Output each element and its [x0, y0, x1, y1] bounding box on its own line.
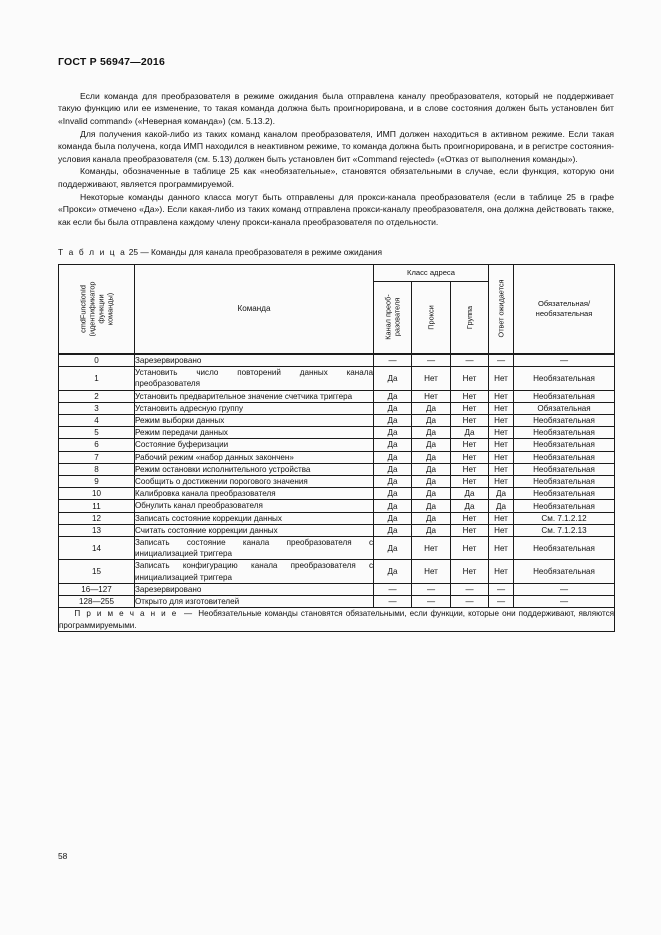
table-row	[59, 427, 615, 439]
cell-command: Установить адресную группу	[135, 402, 374, 414]
header-cmd-function-id-line-2: (идентификатор	[87, 281, 97, 337]
cell-proxy: Да	[412, 524, 451, 536]
cell-mandatory: Необязательная	[514, 537, 615, 560]
cell-command: Зарезервировано	[135, 354, 374, 367]
cell-cmd-function-id: 0	[59, 354, 135, 367]
cell-cmd-function-id: 8	[59, 463, 135, 475]
cell-proxy: Нет	[412, 390, 451, 402]
cell-mandatory: —	[514, 596, 615, 608]
cell-cmd-function-id: 9	[59, 476, 135, 488]
standard-header: ГОСТ Р 56947—2016	[58, 56, 166, 68]
paragraph-3: Команды, обозначенные в таблице 25 как «необязательные», становятся обязательными в случае, если функция, которую они поддерживают, является программируемой.	[58, 166, 614, 189]
cell-group: Нет	[451, 402, 489, 414]
cell-mandatory: Необязательная	[514, 451, 615, 463]
cell-channel: —	[374, 596, 412, 608]
cell-mandatory: См. 7.1.2.12	[514, 512, 615, 524]
table-row	[59, 367, 615, 390]
cell-channel: Да	[374, 414, 412, 426]
cell-group: Нет	[451, 463, 489, 475]
cell-proxy: Нет	[412, 560, 451, 583]
table-row	[59, 560, 615, 583]
cell-mandatory: —	[514, 583, 615, 595]
cell-cmd-function-id: 1	[59, 367, 135, 390]
cell-channel: —	[374, 354, 412, 367]
cell-channel: Да	[374, 476, 412, 488]
header-mandatory-line-2: необязательная	[535, 308, 593, 318]
cell-response-expected: Нет	[489, 402, 514, 414]
cell-proxy: Да	[412, 414, 451, 426]
cell-command: Режим выборки данных	[135, 414, 374, 426]
cell-command: Обнулить канал преобразователя	[135, 500, 374, 512]
cell-mandatory: Необязательная	[514, 463, 615, 475]
table-note-label: П р и м е ч а н и е	[74, 609, 178, 619]
cell-cmd-function-id: 15	[59, 560, 135, 583]
cell-command: Рабочий режим «набор данных закончен»	[135, 451, 374, 463]
cell-proxy: —	[412, 354, 451, 367]
cell-response-expected: Нет	[489, 390, 514, 402]
cell-command: Записать состояние канала преобразователя с инициализацией триггера	[135, 538, 373, 559]
cell-cmd-function-id: 128—255	[59, 596, 135, 608]
cell-channel: Да	[374, 500, 412, 512]
cell-proxy: Да	[412, 427, 451, 439]
table-row	[59, 414, 615, 426]
table-note	[59, 608, 615, 632]
cell-cmd-function-id: 14	[59, 537, 135, 560]
cell-channel: Да	[374, 402, 412, 414]
cell-group: Нет	[451, 512, 489, 524]
table-row	[59, 596, 615, 608]
table-row	[59, 390, 615, 402]
cell-response-expected: —	[489, 583, 514, 595]
cell-mandatory: Необязательная	[514, 439, 615, 451]
page-number: 58	[58, 851, 68, 861]
cell-channel: Да	[374, 427, 412, 439]
cell-mandatory: Необязательная	[514, 560, 615, 583]
cell-command: Записать состояние коррекции данных	[135, 512, 374, 524]
cell-channel: —	[374, 583, 412, 595]
cell-response-expected: Нет	[489, 439, 514, 451]
cell-channel: Да	[374, 512, 412, 524]
header-group-text: Группа	[465, 305, 475, 330]
cell-response-expected: Нет	[489, 367, 514, 390]
table-row	[59, 537, 615, 560]
header-channel-line-2: разователя	[392, 298, 402, 337]
header-proxy	[412, 281, 451, 354]
table-caption-number: 25	[128, 246, 139, 257]
table-row	[59, 463, 615, 475]
table-head-row-1	[59, 264, 615, 281]
table-row	[59, 451, 615, 463]
paragraph-1: Если команда для преобразователя в режиме ожидания была отправлена каналу преобразователя, который не поддерживает такую функцию или ее изменение, то такая команда должна быть проигнорирована, и в слове состояния должен быть установлен бит «Invalid command» («Неверная команда») (см. 5.13.2).	[58, 91, 614, 126]
cell-mandatory: Необязательная	[514, 476, 615, 488]
cell-response-expected: Нет	[489, 560, 514, 583]
header-channel-line-1: Канал преоб-	[383, 294, 393, 341]
cell-group: Да	[451, 488, 489, 500]
cell-channel: Да	[374, 488, 412, 500]
table-head	[59, 264, 615, 354]
cell-channel: Да	[374, 537, 412, 560]
table-note-text: Необязательные команды становятся обязательными, если функции, которые они поддерживают, являются программируемыми.	[59, 609, 615, 630]
cell-group: Нет	[451, 560, 489, 583]
cell-group: Нет	[451, 476, 489, 488]
header-proxy-text: Прокси	[426, 305, 436, 330]
cell-channel: Да	[374, 439, 412, 451]
cell-proxy: Да	[412, 512, 451, 524]
cell-proxy: Да	[412, 463, 451, 475]
header-mandatory-line-1: Обязательная/	[537, 299, 591, 309]
cell-command: Сообщить о достижении порогового значения	[135, 476, 374, 488]
cell-proxy: Да	[412, 439, 451, 451]
cell-response-expected: Нет	[489, 476, 514, 488]
cell-response-expected: Нет	[489, 414, 514, 426]
cell-mandatory: Необязательная	[514, 367, 615, 390]
cell-response-expected: Нет	[489, 463, 514, 475]
commands-table	[58, 264, 615, 632]
header-cmd-function-id-line-4: команды)	[105, 292, 115, 326]
paragraph-4: Некоторые команды данного класса могут быть отправлены для прокси-канала преобразователя (если в таблице 25 в графе «Прокси» отмечено «Да»). Если какая-либо из таких команд отправлена прокси-каналу преобразователя, она должна действовать также, как если бы была отправлена каждому члену прокси-канала преобразователя по отдельности.	[58, 191, 614, 227]
cell-response-expected: Нет	[489, 512, 514, 524]
table-note-dash: —	[183, 609, 193, 619]
cell-response-expected: —	[489, 354, 514, 367]
cell-group: Нет	[451, 524, 489, 536]
cell-cmd-function-id: 5	[59, 427, 135, 439]
cell-mandatory: Необязательная	[514, 427, 615, 439]
cell-proxy: Да	[412, 488, 451, 500]
table-body	[59, 354, 615, 632]
cell-channel: Да	[374, 524, 412, 536]
table-note-row	[59, 608, 615, 632]
cell-group: Да	[451, 500, 489, 512]
table-caption-text: — Команды для канала преобразователя в режиме ожидания	[140, 246, 383, 257]
cell-mandatory: Необязательная	[514, 390, 615, 402]
cell-command: Установить предварительное значение счетчика триггера	[135, 390, 374, 402]
cell-mandatory: Обязательная	[514, 402, 615, 414]
header-response-expected-text: Ответ ожидается	[496, 280, 506, 338]
cell-command: Записать конфигурацию канала преобразователя с инициализацией триггера	[135, 561, 373, 582]
cell-mandatory: Необязательная	[514, 414, 615, 426]
cell-command: Калибровка канала преобразователя	[135, 488, 374, 500]
header-address-class: Класс адреса	[374, 264, 489, 281]
cell-cmd-function-id: 6	[59, 439, 135, 451]
cell-mandatory: Необязательная	[514, 500, 615, 512]
cell-response-expected: Нет	[489, 427, 514, 439]
cell-proxy: Да	[412, 476, 451, 488]
cell-cmd-function-id: 11	[59, 500, 135, 512]
header-mandatory	[514, 264, 615, 354]
cell-group: Нет	[451, 451, 489, 463]
cell-cmd-function-id: 2	[59, 390, 135, 402]
cell-proxy: —	[412, 583, 451, 595]
cell-cmd-function-id: 16—127	[59, 583, 135, 595]
header-group	[451, 281, 489, 354]
cell-mandatory: См. 7.1.2.13	[514, 524, 615, 536]
cell-command: Режим остановки исполнительного устройства	[135, 463, 374, 475]
table-row	[59, 476, 615, 488]
cell-cmd-function-id: 13	[59, 524, 135, 536]
cell-command: Установить число повторений данных канала преобразователя	[135, 368, 373, 389]
cell-command: Зарезервировано	[135, 583, 374, 595]
cell-group: —	[451, 354, 489, 367]
header-cmd-function-id-line-1: cmdFunctionId	[78, 285, 88, 333]
cell-group: Да	[451, 427, 489, 439]
header-command: Команда	[135, 264, 374, 354]
table-row	[59, 488, 615, 500]
cell-group: —	[451, 583, 489, 595]
table-row	[59, 402, 615, 414]
cell-proxy: Да	[412, 451, 451, 463]
cell-mandatory: Необязательная	[514, 488, 615, 500]
cell-group: —	[451, 596, 489, 608]
table-row	[59, 512, 615, 524]
cell-channel: Да	[374, 463, 412, 475]
cell-channel: Да	[374, 451, 412, 463]
cell-channel: Да	[374, 367, 412, 390]
cell-response-expected: Нет	[489, 524, 514, 536]
paragraph-2: Для получения какой-либо из таких команд каналом преобразователя, ИМП должен находиться в активном режиме. Если такая команда была получена, когда ИМП находился в неактивном режиме, то команда должна быть проигнорирована, и в регистре состояния-условия канала преобразователя (см. 5.13) должен быть установлен бит «Command rejected» («Отказ от выполнения команды»).	[58, 128, 614, 164]
header-cmd-function-id	[59, 264, 135, 354]
cell-proxy: Да	[412, 402, 451, 414]
cell-cmd-function-id: 3	[59, 402, 135, 414]
table-row	[59, 583, 615, 595]
table-row	[59, 500, 615, 512]
cell-group: Нет	[451, 537, 489, 560]
cell-command: Состояние буферизации	[135, 439, 374, 451]
table-caption	[58, 247, 614, 257]
table-row	[59, 354, 615, 367]
header-channel	[374, 281, 412, 354]
cell-proxy: —	[412, 596, 451, 608]
cell-channel: Да	[374, 390, 412, 402]
cell-group: Нет	[451, 390, 489, 402]
cell-cmd-function-id: 7	[59, 451, 135, 463]
cell-command: Считать состояние коррекции данных	[135, 524, 374, 536]
header-response-expected	[489, 264, 514, 354]
table-row	[59, 524, 615, 536]
cell-command: Режим передачи данных	[135, 427, 374, 439]
page-content	[58, 56, 614, 632]
cell-group: Нет	[451, 439, 489, 451]
cell-response-expected: —	[489, 596, 514, 608]
cell-group: Нет	[451, 414, 489, 426]
cell-response-expected: Нет	[489, 451, 514, 463]
cell-group: Нет	[451, 367, 489, 390]
cell-response-expected: Нет	[489, 537, 514, 560]
cell-channel: Да	[374, 560, 412, 583]
cell-response-expected: Да	[489, 488, 514, 500]
cell-mandatory: —	[514, 354, 615, 367]
cell-proxy: Нет	[412, 537, 451, 560]
header-cmd-function-id-line-3: функции	[96, 294, 106, 324]
cell-response-expected: Да	[489, 500, 514, 512]
cell-proxy: Да	[412, 500, 451, 512]
cell-proxy: Нет	[412, 367, 451, 390]
table-caption-label: Т а б л и ц а	[58, 246, 127, 257]
cell-cmd-function-id: 4	[59, 414, 135, 426]
table-row	[59, 439, 615, 451]
cell-cmd-function-id: 12	[59, 512, 135, 524]
cell-cmd-function-id: 10	[59, 488, 135, 500]
cell-command: Открыто для изготовителей	[135, 596, 374, 608]
